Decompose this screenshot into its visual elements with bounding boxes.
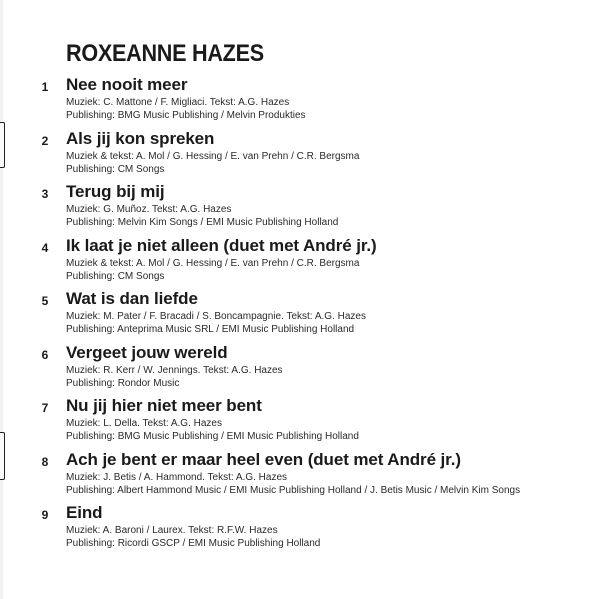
track-credits: Muziek & tekst: A. Mol / G. Hessing / E. van Prehn / C.R. Bergsma xyxy=(66,150,360,162)
track-item xyxy=(0,128,600,182)
track-title: Vergeet jouw wereld xyxy=(66,342,228,362)
track-item xyxy=(0,449,600,503)
track-publishing: Publishing: Rondor Music xyxy=(66,377,180,389)
track-credits: Muziek: C. Mattone / F. Migliaci. Tekst: A.G. Hazes xyxy=(66,97,290,108)
track-item xyxy=(0,181,600,235)
track-credits: Muziek: J. Betis / A. Hammond. Tekst: A.G. Hazes xyxy=(66,471,288,483)
track-publishing: Publishing: BMG Music Publishing / Melvin Produkties xyxy=(66,110,306,121)
track-title: Ik laat je niet alleen (duet met André jr.) xyxy=(66,235,377,255)
track-title: Ach je bent er maar heel even (duet met André jr.) xyxy=(66,449,461,469)
track-title: Nee nooit meer xyxy=(66,75,188,94)
track-title: Nu jij hier niet meer bent xyxy=(66,396,262,415)
track-item xyxy=(0,235,600,289)
track-number: 1 xyxy=(41,80,49,94)
track-credits: Muziek: M. Pater / F. Bracadi / S. Boncampagnie. Tekst: A.G. Hazes xyxy=(66,311,366,322)
track-number: 5 xyxy=(41,294,49,308)
track-item xyxy=(0,395,600,449)
track-title: Terug bij mij xyxy=(66,182,165,201)
track-number: 3 xyxy=(41,187,49,201)
track-publishing: Publishing: Anteprima Music SRL / EMI Music Publishing Holland xyxy=(66,324,355,335)
track-title: Eind xyxy=(66,503,103,522)
track-publishing: Publishing: CM Songs xyxy=(66,270,165,282)
track-credits: Muziek & tekst: A. Mol / G. Hessing / E. van Prehn / C.R. Bergsma xyxy=(66,257,360,269)
track-number: 7 xyxy=(41,401,49,415)
tracklist xyxy=(0,74,600,556)
track-publishing: Publishing: Ricordi GSCP / EMI Music Publishing Holland xyxy=(66,538,321,549)
track-credits: Muziek: G. Muñoz. Tekst: A.G. Hazes xyxy=(66,204,232,215)
page-title: ROXEANNE HAZES xyxy=(66,40,264,67)
track-item xyxy=(0,74,600,128)
track-credits: Muziek: R. Kerr / W. Jennings. Tekst: A.G. Hazes xyxy=(66,364,283,376)
track-number: 4 xyxy=(41,240,49,255)
track-publishing: Publishing: BMG Music Publishing / EMI Music Publishing Holland xyxy=(66,431,359,442)
track-title: Wat is dan liefde xyxy=(66,289,198,308)
track-title: Als jij kon spreken xyxy=(66,128,215,148)
track-credits: Muziek: A. Baroni / Laurex. Tekst: R.F.W. Hazes xyxy=(66,525,278,536)
track-publishing: Publishing: Albert Hammond Music / EMI Music Publishing Holland / J. Betis Music / Melvin Kim Songs xyxy=(66,484,521,496)
track-number: 8 xyxy=(41,454,49,469)
track-number: 9 xyxy=(41,508,49,522)
track-item xyxy=(0,502,600,556)
track-publishing: Publishing: Melvin Kim Songs / EMI Music Publishing Holland xyxy=(66,217,339,228)
track-publishing: Publishing: CM Songs xyxy=(66,163,165,175)
track-item xyxy=(0,288,600,342)
track-number: 6 xyxy=(41,347,49,362)
track-credits: Muziek: L. Della. Tekst: A.G. Hazes xyxy=(66,418,222,429)
track-number: 2 xyxy=(41,133,49,148)
track-item xyxy=(0,342,600,396)
